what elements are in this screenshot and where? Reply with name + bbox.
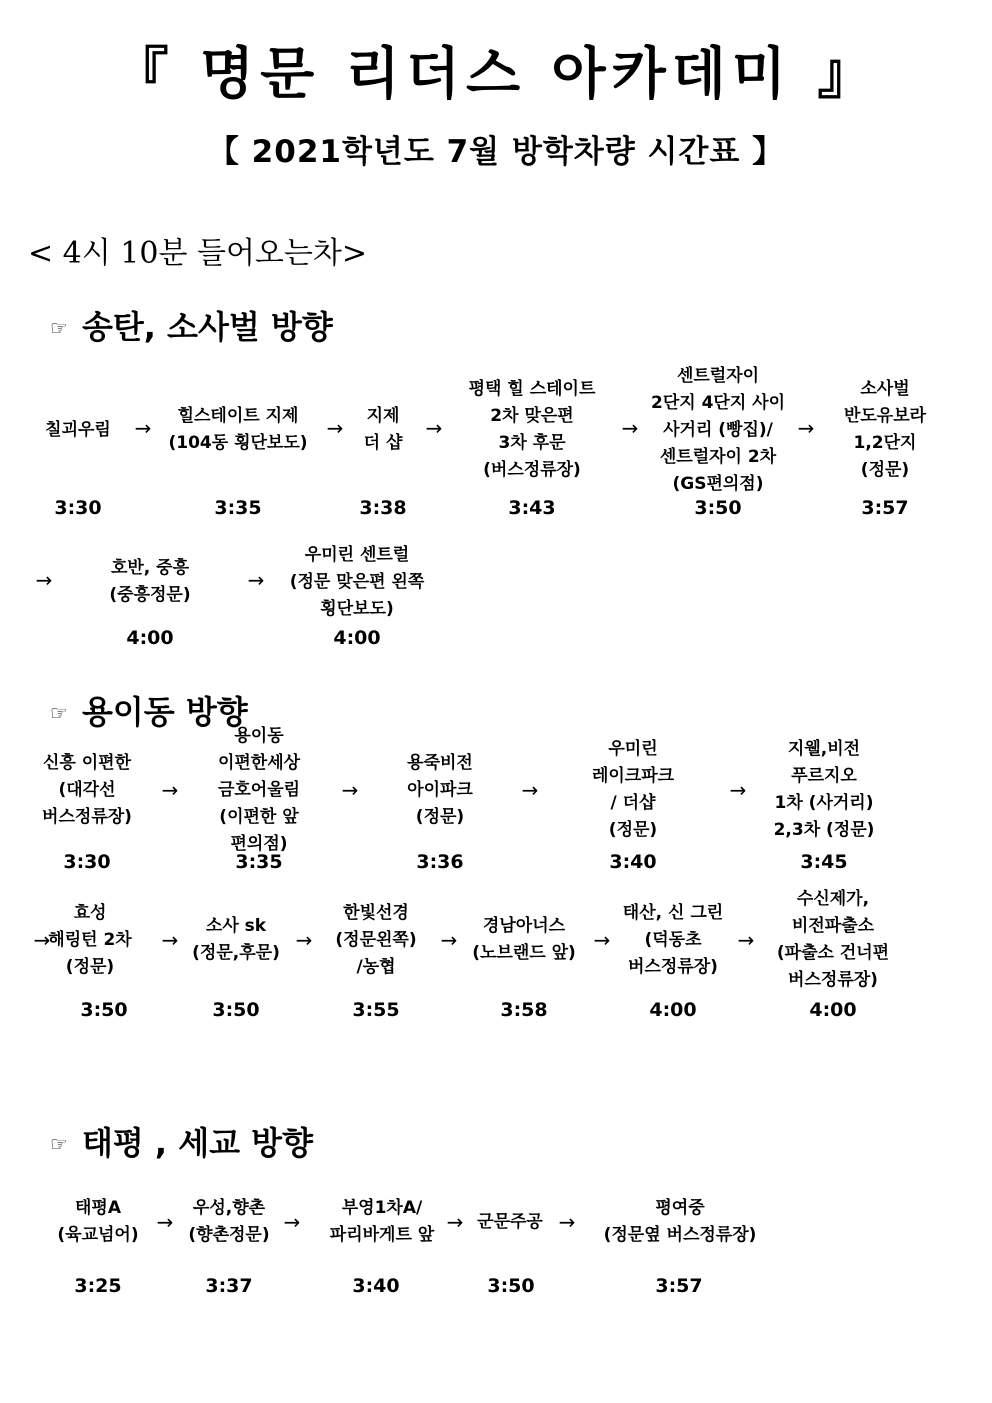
- stop-line: 호반, 중흥: [110, 558, 190, 578]
- stop-yongi-1: [42, 750, 132, 831]
- stop-time: 3:36: [416, 851, 464, 873]
- arrow-icon: →: [295, 928, 313, 952]
- arrow-icon: →: [156, 1210, 174, 1234]
- arrow-icon: →: [161, 928, 179, 952]
- stop-line: 금호어울림: [217, 779, 301, 800]
- stop-line: 수신제가,: [796, 889, 870, 909]
- stop-line: 버스정류장): [628, 956, 718, 977]
- stop-songtan-2: [168, 403, 307, 457]
- stop-line: 버스정류장): [42, 806, 132, 827]
- stop-songtan-7: [109, 555, 190, 609]
- page-subtitle: 【 2021학년도 7월 방학차량 시간표 】: [207, 134, 785, 170]
- arrow-icon: →: [247, 568, 265, 592]
- stop-songtan-8: [290, 542, 425, 623]
- stop-line: 레이크파크: [591, 766, 675, 786]
- stop-line: (육교넘어): [57, 1225, 139, 1245]
- arrow-icon: →: [341, 778, 359, 802]
- stop-line: 경남아너스: [482, 916, 566, 936]
- stop-line: (정문,후문): [192, 943, 280, 963]
- stop-time: 3:30: [54, 497, 102, 519]
- stop-line: 소사벌: [860, 379, 910, 399]
- stop-time: 3:57: [861, 497, 909, 519]
- arrow-icon: →: [134, 416, 152, 440]
- stop-line: 용이동: [234, 725, 284, 746]
- stop-line: (정문옆 버스정류장): [603, 1225, 757, 1245]
- route-heading-taepyeong-label: 태평 , 세교 방향: [81, 1124, 313, 1162]
- stop-line: (대각선: [58, 779, 116, 800]
- arrow-icon: →: [446, 1210, 464, 1234]
- stop-yongi-8: [335, 900, 416, 981]
- route-heading-songtan: [50, 305, 333, 353]
- arrow-icon: →: [593, 928, 611, 952]
- stop-line: 이편한세상: [217, 752, 301, 773]
- stop-taepyeong-1: [57, 1195, 138, 1249]
- stop-songtan-3: [364, 403, 403, 457]
- stop-time: 3:40: [352, 1275, 400, 1297]
- stop-taepyeong-3: [330, 1195, 434, 1249]
- stop-yongi-5: [774, 736, 875, 844]
- stop-time: 3:43: [508, 497, 556, 519]
- stop-time: 3:35: [214, 497, 262, 519]
- arrow-icon: →: [283, 1210, 301, 1234]
- stop-yongi-10: [623, 900, 723, 981]
- stop-time: 4:00: [649, 999, 697, 1021]
- stop-line: 2단지 4단지 사이: [650, 392, 786, 413]
- stop-line: 편의점): [230, 833, 288, 854]
- stop-line: 평여중: [655, 1198, 705, 1218]
- stop-time: 4:00: [126, 627, 174, 649]
- stop-line: 버스정류장): [788, 970, 878, 990]
- stop-yongi-6: [48, 900, 131, 981]
- stop-time: 4:00: [809, 999, 857, 1021]
- stop-time: 3:50: [80, 999, 128, 1021]
- stop-line: 비전파출소: [791, 916, 875, 936]
- stop-time: 4:00: [333, 627, 381, 649]
- route-heading-songtan-label: 송탄, 소사벌 방향: [81, 308, 333, 346]
- stop-taepyeong-2: [188, 1195, 269, 1249]
- stop-yongi-9: [472, 913, 576, 967]
- stop-line: 신흥 이편한: [42, 752, 132, 773]
- arrow-icon: →: [558, 1210, 576, 1234]
- arrow-icon: →: [35, 568, 53, 592]
- stop-line: 센트럴자이 2차: [659, 446, 777, 467]
- pointing-hand-icon: ☞: [50, 701, 68, 725]
- stop-line: 3차 후문: [498, 433, 566, 453]
- stop-yongi-2: [218, 723, 300, 858]
- stop-line: 평택 힐 스테이트: [468, 379, 596, 399]
- stop-line: (정문): [65, 956, 115, 977]
- stop-songtan-6: [844, 376, 926, 484]
- stop-line: 지제: [366, 406, 400, 426]
- arrow-icon: →: [737, 928, 755, 952]
- stop-line: (정문): [860, 460, 910, 480]
- stop-line: 센트럴자이: [676, 365, 760, 386]
- stop-time: 3:38: [359, 497, 407, 519]
- stop-time: 3:57: [655, 1275, 703, 1297]
- arrow-icon: →: [161, 778, 179, 802]
- stop-line: 더 샵: [363, 433, 403, 453]
- stop-line: (104동 횡단보도): [168, 433, 308, 453]
- arrow-icon: →: [621, 416, 639, 440]
- page-title: 『 명문 리더스 아카데미 』: [112, 42, 880, 107]
- arrow-icon: →: [521, 778, 539, 802]
- stop-yongi-11: [777, 886, 889, 994]
- arrow-icon: →: [326, 416, 344, 440]
- stop-time: 3:55: [352, 999, 400, 1021]
- pointing-hand-icon: ☞: [50, 316, 68, 340]
- stop-time: 3:25: [74, 1275, 122, 1297]
- stop-line: 아이파크: [407, 779, 473, 800]
- stop-line: 태평A: [74, 1198, 122, 1218]
- stop-time: 3:50: [212, 999, 260, 1021]
- stop-taepyeong-4: [477, 1209, 543, 1236]
- stop-line: 효성: [73, 902, 107, 923]
- stop-line: (향촌정문): [188, 1225, 270, 1245]
- pointing-hand-icon: ☞: [50, 1132, 68, 1156]
- stop-line: (이편한 앞: [219, 806, 299, 827]
- stop-line: 태산, 신 그린: [622, 902, 724, 923]
- arrow-icon: →: [440, 928, 458, 952]
- stop-line: 한빛선경: [343, 902, 409, 923]
- stop-line: /농협: [356, 956, 396, 977]
- stop-line: 칠괴우림: [45, 419, 111, 440]
- stop-time: 3:50: [694, 497, 742, 519]
- stop-time: 3:40: [609, 851, 657, 873]
- stop-line: 군문주공: [477, 1211, 543, 1232]
- stop-line: 해링턴 2차: [48, 929, 132, 950]
- stop-line: 용죽비전: [407, 752, 473, 773]
- stop-time: 3:50: [487, 1275, 535, 1297]
- stop-line: 우성,향촌: [192, 1198, 266, 1218]
- stop-line: / 더샵: [610, 793, 656, 813]
- stop-time: 3:37: [205, 1275, 253, 1297]
- stop-line: 힐스테이트 지제: [177, 406, 299, 426]
- stop-songtan-4: [469, 376, 596, 484]
- stop-line: (노브랜드 앞): [472, 943, 576, 963]
- stop-time: 3:45: [800, 851, 848, 873]
- section-label: < 4시 10분 들어오는차>: [28, 236, 368, 271]
- stop-line: 우미린 센트럴: [304, 544, 410, 565]
- stop-line: 부영1차A/: [341, 1198, 423, 1218]
- stop-line: (정문): [415, 806, 465, 827]
- stop-line: 1차 (사거리): [774, 793, 874, 813]
- stop-line: 2,3차 (정문): [773, 820, 875, 840]
- stop-line: 반도유보라: [843, 406, 927, 426]
- route-heading-taepyeong: [50, 1121, 313, 1169]
- stop-line: 횡단보도): [320, 598, 394, 619]
- stop-line: 소사 sk: [205, 916, 267, 936]
- stop-time: 3:30: [63, 851, 111, 873]
- stop-line: 1,2단지: [853, 433, 917, 453]
- stop-line: (덕동초: [644, 929, 702, 950]
- stop-line: 사거리 (빵집)/: [663, 419, 773, 440]
- stop-line: (정문): [608, 820, 658, 840]
- stop-line: (중흥정문): [109, 585, 191, 605]
- stop-line: 지웰,비전: [787, 739, 861, 759]
- stop-line: 푸르지오: [791, 766, 857, 786]
- stop-line: 2차 맞은편: [490, 406, 574, 426]
- arrow-icon: →: [33, 928, 51, 952]
- stop-line: 우미린: [608, 739, 658, 759]
- arrow-icon: →: [797, 416, 815, 440]
- stop-yongi-3: [407, 750, 473, 831]
- stop-time: 3:58: [500, 999, 548, 1021]
- stop-line: (GS편의점): [672, 473, 764, 494]
- stop-line: 파리바게트 앞: [329, 1225, 435, 1245]
- route-heading-yongi-label: 용이동 방향: [81, 693, 248, 731]
- stop-line: (버스정류장): [483, 460, 581, 480]
- arrow-icon: →: [425, 416, 443, 440]
- stop-yongi-7: [192, 913, 280, 967]
- stop-line: (정문왼쪽): [335, 929, 417, 950]
- stop-line: (정문 맞은편 왼쪽: [289, 571, 425, 592]
- arrow-icon: →: [729, 778, 747, 802]
- stop-yongi-4: [592, 736, 674, 844]
- stop-songtan-1: [45, 417, 111, 444]
- stop-taepyeong-5: [604, 1195, 757, 1249]
- stop-time: 3:35: [235, 851, 283, 873]
- stop-songtan-5: [651, 363, 785, 498]
- stop-line: (파출소 건너편: [776, 943, 890, 963]
